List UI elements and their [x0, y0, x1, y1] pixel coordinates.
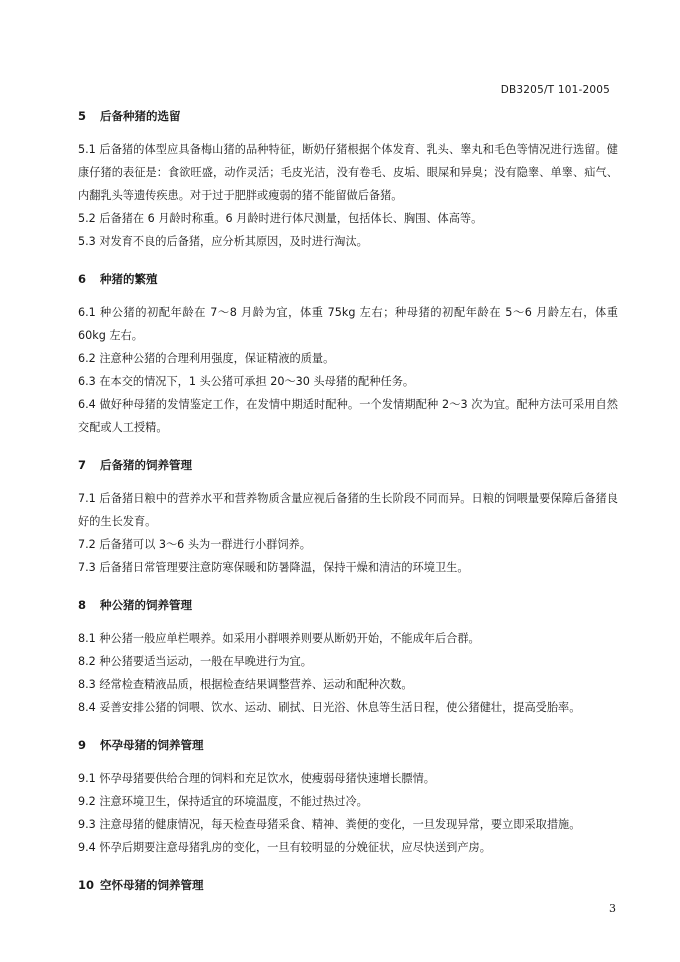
document-code: DB3205/T 101-2005 — [500, 84, 610, 96]
document-body — [78, 96, 618, 907]
section-number: 10 — [78, 878, 95, 892]
section-heading — [78, 106, 618, 126]
clause-paragraph: 6.4 做好种母猪的发情鉴定工作，在发情中期适时配种。一个发情期配种 2～3 次为宜。配种方法可采用自然交配或人工授精。 — [78, 398, 618, 434]
clause-paragraph: 8.2 种公猪要适当运动，一般在早晚进行为宜。 — [78, 655, 312, 668]
section-number: 5 — [78, 109, 87, 123]
clause-paragraph: 7.1 后备猪日粮中的营养水平和营养物质含量应视后备猪的生长阶段不同而异。日粮的饲喂量要保障后备猪良好的生长发育。 — [78, 492, 618, 528]
section-heading — [78, 269, 618, 289]
clause-paragraph: 6.1 种公猪的初配年龄在 7～8 月龄为宜，体重 75kg 左右；种母猪的初配年龄在 5～6 月龄左右，体重 60kg 左右。 — [78, 306, 618, 342]
section-number: 9 — [78, 738, 87, 752]
clause-paragraph: 7.2 后备猪可以 3～6 头为一群进行小群饲养。 — [78, 538, 311, 551]
section-heading — [78, 455, 618, 475]
clause-paragraph: 8.3 经常检查精液品质，根据检查结果调整营养、运动和配种次数。 — [78, 678, 413, 691]
section-heading — [78, 595, 618, 615]
clause-paragraph: 8.1 种公猪一般应单栏喂养。如采用小群喂养则要从断奶开始，不能成年后合群。 — [78, 632, 480, 645]
clause-paragraph: 5.2 后备猪在 6 月龄时称重。6 月龄时进行体尺测量，包括体长、胸围、体高等。 — [78, 212, 483, 225]
section-title-text: 怀孕母猪的饲养管理 — [100, 738, 204, 752]
clause-paragraph: 6.2 注意种公猪的合理利用强度，保证精液的质量。 — [78, 352, 335, 365]
clause-paragraph: 7.3 后备猪日常管理要注意防寒保暖和防暑降温，保持干燥和清洁的环境卫生。 — [78, 561, 469, 574]
section-heading — [78, 875, 618, 895]
section-title-text: 空怀母猪的饲养管理 — [100, 878, 204, 892]
clause-paragraph: 6.3 在本交的情况下，1 头公猪可承担 20～30 头母猪的配种任务。 — [78, 375, 415, 388]
section-title-text: 后备种猪的选留 — [100, 109, 181, 123]
clause-paragraph: 9.1 怀孕母猪要供给合理的饲料和充足饮水，使瘦弱母猪快速增长膘情。 — [78, 772, 435, 785]
section-heading — [78, 735, 618, 755]
clause-paragraph: 5.1 后备猪的体型应具备梅山猪的品种特征，断奶仔猪根据个体发育、乳头、睾丸和毛色等情况进行选留。健康仔猪的表征是：食欲旺盛，动作灵活；毛皮光洁，没有卷毛、皮垢、眼屎和异臭；没有隐睾、单睾、疝气、内翻乳头等遗传疾患。对于过于肥胖或瘦弱的猪不能留做后备猪。 — [78, 143, 618, 202]
section-number: 7 — [78, 458, 87, 472]
page-number: 3 — [609, 902, 616, 915]
clause-paragraph: 9.3 注意母猪的健康情况，每天检查母猪采食、精神、粪便的变化，一旦发现异常，要立即采取措施。 — [78, 818, 581, 831]
section-number: 8 — [78, 598, 87, 612]
section-title-text: 后备猪的饲养管理 — [100, 458, 192, 472]
section-title-text: 种猪的繁殖 — [100, 272, 158, 286]
clause-paragraph: 8.4 妥善安排公猪的饲喂、饮水、运动、刷拭、日光浴、休息等生活日程，使公猪健壮，提高受胎率。 — [78, 701, 581, 714]
section-title-text: 种公猪的饲养管理 — [100, 598, 192, 612]
clause-paragraph: 5.3 对发育不良的后备猪，应分析其原因，及时进行淘汰。 — [78, 235, 368, 248]
clause-paragraph: 9.4 怀孕后期要注意母猪乳房的变化，一旦有较明显的分娩征状，应尽快送到产房。 — [78, 841, 491, 854]
section-number: 6 — [78, 272, 87, 286]
clause-paragraph: 9.2 注意环境卫生，保持适宜的环境温度，不能过热过冷。 — [78, 795, 368, 808]
